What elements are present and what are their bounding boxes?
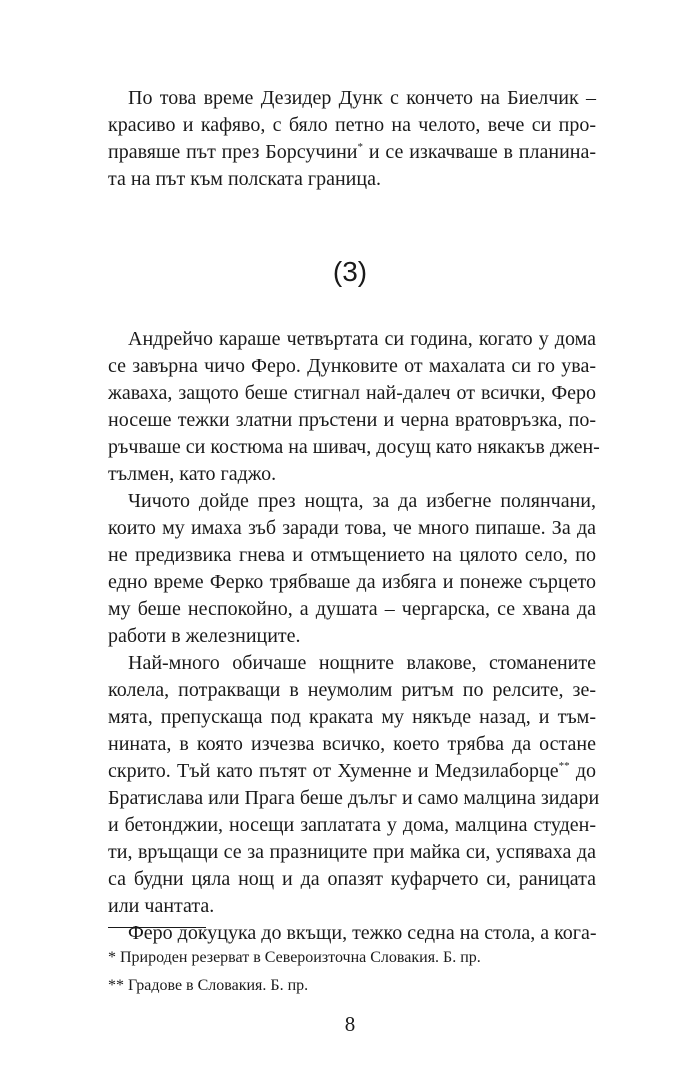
text-line: колела, потракващи в неумолим ритъм по релсите, зе- <box>108 679 596 701</box>
footnote-marker: ** <box>558 760 570 772</box>
text-line: жаваха, защото беше стигнал най-далеч от всички, Феро <box>108 382 596 404</box>
text-line: красиво и кафяво, с бяло петно на челото, вече си про- <box>108 114 596 136</box>
text-line: Андрейчо караше четвъртата си година, когато у дома <box>128 328 596 350</box>
text-segment: правяше път през Борсучини <box>108 141 358 163</box>
text-line <box>108 759 596 783</box>
footnote-divider <box>108 927 206 928</box>
text-line: носеше тежки златни пръстени и черна вратовръзка, по- <box>108 409 596 431</box>
text-segment: скрито. Тъй като пътят от Хуменне и Медзилаборце <box>108 760 559 782</box>
text-line: Най-много обичаше нощните влакове, стоманените <box>128 652 596 674</box>
text-segment: и се изкачваше в планина- <box>368 141 597 163</box>
text-line: Феро докуцука до вкъщи, тежко седна на стола, а кога- <box>128 922 597 944</box>
text-line: та на път към полската граница. <box>108 168 381 190</box>
chapter-heading: (3) <box>332 256 368 287</box>
text-line: тълмен, като гаджо. <box>108 463 277 485</box>
footnote-marker: * <box>357 141 364 153</box>
text-line: Братислава или Прага беше дълъг и само малцина зидари <box>108 787 600 809</box>
text-line: и бетонджии, носещи заплатата у дома, малцина студен- <box>108 814 596 836</box>
text-line: които му имаха зъб заради това, че много пипаше. За да <box>108 517 596 539</box>
footnote: ** Градове в Словакия. Б. пр. <box>108 977 309 994</box>
text-line <box>108 140 596 164</box>
text-line: му беше неспокойно, а душата – чергарска, се хвана да <box>108 598 596 620</box>
text-line: или чантата. <box>108 895 215 917</box>
text-segment: до <box>575 760 596 782</box>
text-line: мята, препускаща под краката му някъде назад, и тъм- <box>108 706 596 728</box>
text-line: не предизвика гнева и отмъщението на цялото село, по <box>108 544 596 566</box>
text-line: работи в железниците. <box>108 625 301 647</box>
page-number: 8 <box>344 1012 356 1036</box>
text-line: По това време Дезидер Дунк с кончето на Биелчик – <box>128 87 596 109</box>
text-line: едно време Ферко трябваше да избяга и понеже сърцето <box>108 571 596 593</box>
footnote: * Природен резерват в Североизточна Словакия. Б. пр. <box>108 949 481 966</box>
text-line: ти, връщащи се за празниците при майка си, успяваха да <box>108 841 596 863</box>
text-line: се завърна чичо Феро. Дунковите от махалата си го ува- <box>108 355 596 377</box>
text-line: Чичото дойде през нощта, за да избегне полянчани, <box>128 490 596 512</box>
text-line: нината, в която изчезва всичко, което трябва да остане <box>108 733 596 755</box>
text-line: ръчваше си костюма на шивач, досущ като някакъв джен- <box>108 436 600 458</box>
text-line: са будни цяла нощ и да опазят куфарчето си, раницата <box>108 868 596 890</box>
